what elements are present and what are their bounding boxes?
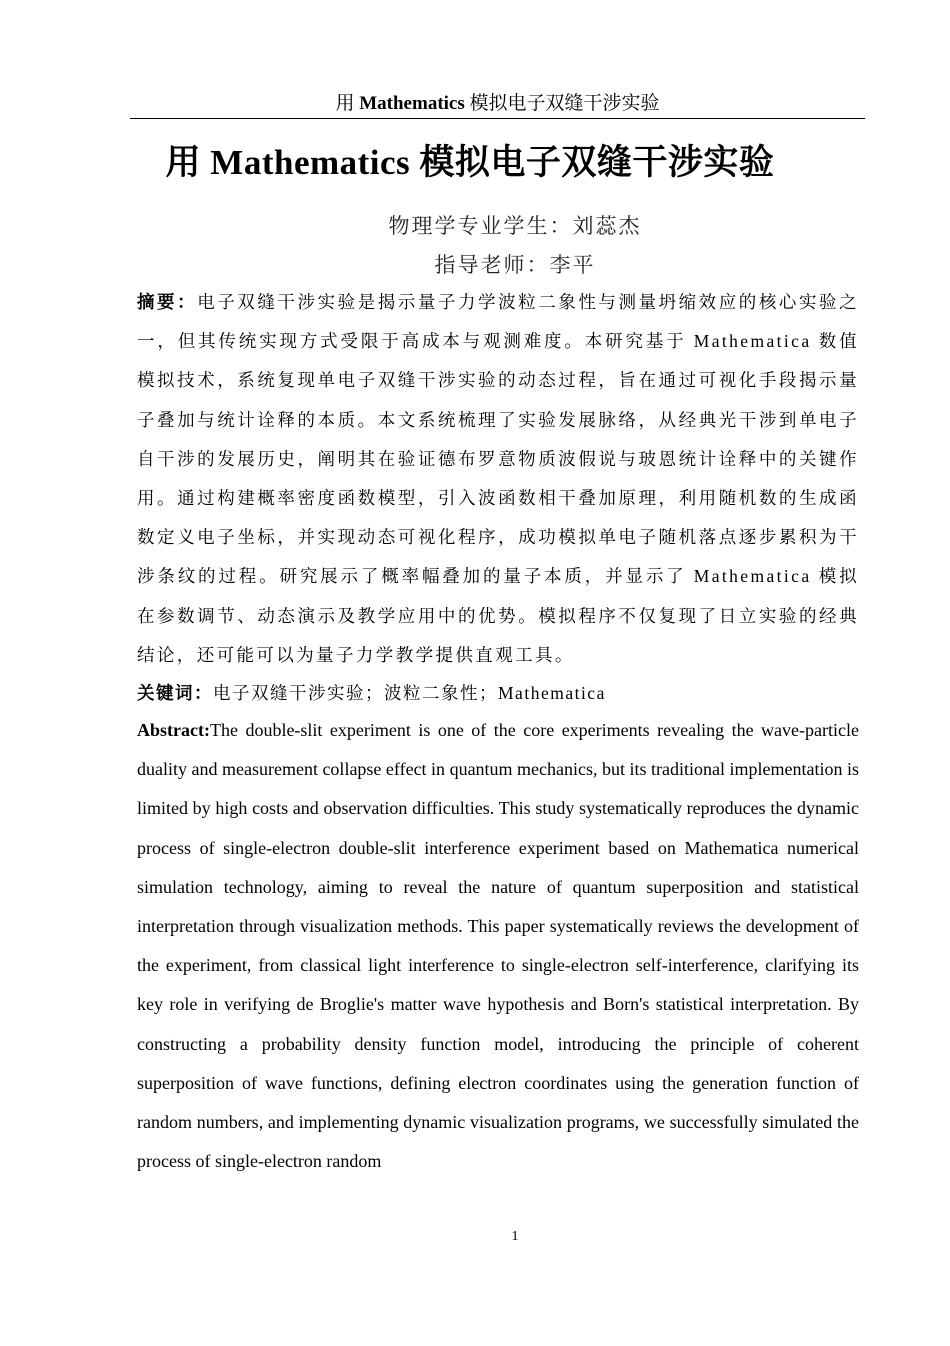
chinese-keywords-text: 电子双缝干涉实验；波粒二象性；Mathematica (213, 683, 606, 703)
running-header-suffix: 模拟电子双缝干涉实验 (464, 93, 660, 114)
chinese-abstract-text: 电子双缝干涉实验是揭示量子力学波粒二象性与测量坍缩效应的核心实验之一，但其传统实现方式受限于高成本与观测难度。本研究基于 Mathematica 数值模拟技术，系统复现单电子双缝干涉实验的动态过程，旨在通过可视化手段揭示量子叠加与统计诠释的本质。本文系统梳理了实验发展脉络，从经典光干涉到单电子自干涉的发展历史，阐明其在验证德布罗意物质波假说与玻恩统计诠释中的关键作用。通过构建概率密度函数模型，引入波函数相干叠加原理，利用随机数的生成函数定义电子坐标，并实现动态可视化程序，成功模拟单电子随机落点逐步累积为干涉条纹的过程。研究展示了概率幅叠加的量子本质，并显示了 Mathematica 模拟在参数调节、动态演示及教学应用中的优势。模拟程序不仅复现了日立实验的经典结论，还可能可以为量子力学教学提供直观工具。 (137, 292, 859, 665)
page-number: 1 (511, 1229, 519, 1244)
running-header-prefix: 用 (335, 93, 360, 114)
paper-title: 用 Mathematics 模拟电子双缝干涉实验 (165, 143, 775, 182)
english-abstract (137, 711, 859, 1181)
advisor-line: 指导老师：李平 (434, 253, 596, 277)
english-abstract-text: The double-slit experiment is one of the core experiments revealing the wave-particle duality and measurement collapse effect in quantum mechanics, but its traditional implementation is limited by high costs and observation difficulties. This study systematically reproduces the dynamic process of single-electron double-slit interference experiment based on Mathematica numerical simulation technology, aiming to reveal the nature of quantum superposition and statistical interpretation through visualization methods. This paper systematically reviews the development of the experiment, from classical light interference to single-electron self-interference, clarifying its key role in verifying de Broglie's matter wave hypothesis and Born's statistical interpretation. By constructing a probability density function model, introducing the principle of coherent superposition of wave functions, defining electron coordinates using the generation function of random numbers, and implementing dynamic visualization programs, we successfully simulated the process of single-electron random (137, 720, 859, 1172)
running-header (130, 92, 865, 119)
chinese-abstract (137, 283, 859, 675)
author-line: 物理学专业学生：刘蕊杰 (388, 214, 642, 238)
chinese-keywords-label: 关键词： (137, 683, 213, 703)
running-header-bold: Mathematics (359, 93, 465, 114)
english-abstract-label: Abstract: (137, 720, 210, 740)
chinese-keywords (137, 675, 859, 711)
chinese-abstract-label: 摘要： (137, 292, 198, 312)
